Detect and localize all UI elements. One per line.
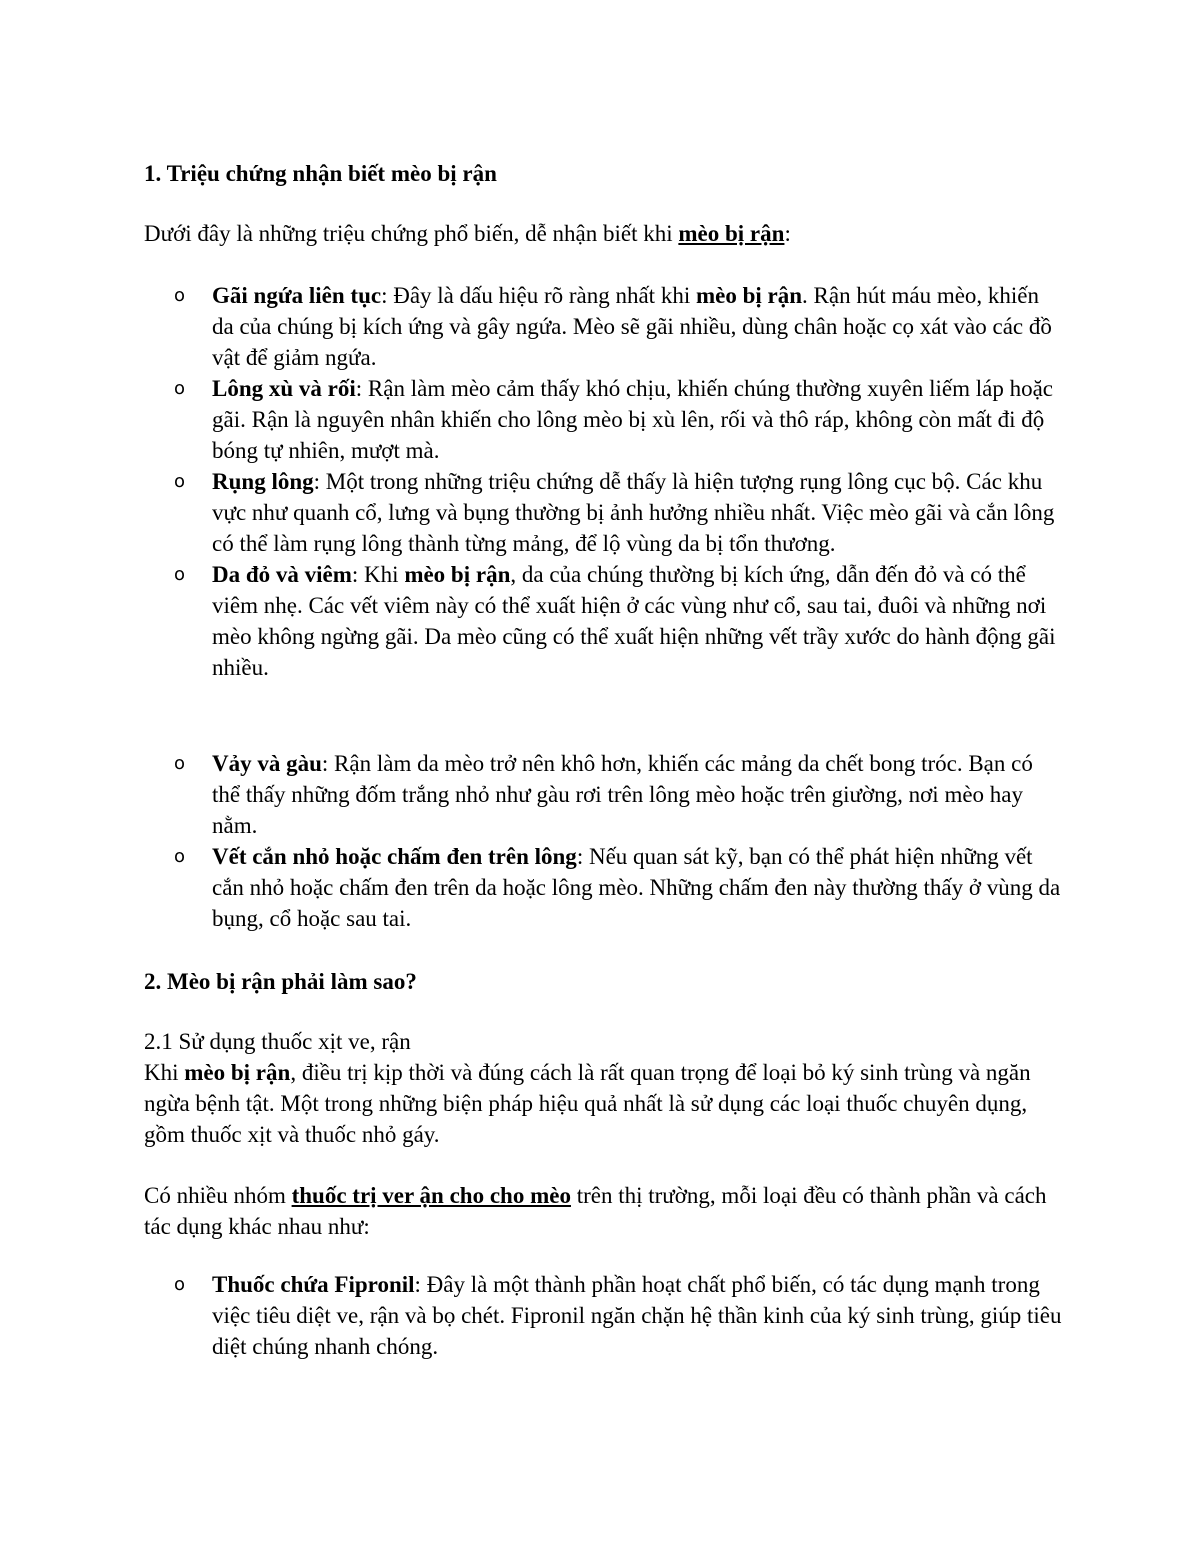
- list-item: [144, 466, 1062, 559]
- list-item: [144, 748, 1062, 841]
- list-item: [144, 373, 1062, 466]
- circle-bullet-icon: o: [174, 564, 186, 585]
- section-2-heading: 2. Mèo bị rận phải làm sao?: [144, 969, 417, 994]
- circle-bullet-icon: o: [174, 285, 186, 306]
- item-term: Rụng lông: [212, 469, 314, 494]
- circle-bullet-icon: o: [174, 846, 186, 867]
- item-term: Lông xù và rối: [212, 376, 356, 401]
- thuoc-tri-ve-ran-link[interactable]: thuốc trị ver ận cho cho mèo: [291, 1183, 571, 1208]
- section-2-para-2: [144, 1180, 1064, 1242]
- circle-bullet-icon: o: [174, 753, 186, 774]
- list-item: [144, 559, 1062, 683]
- item-text: . Rận hút máu mèo, khiến da của chúng bị kích ứng và gây ngứa. Mèo sẽ gãi nhiều, dùng chân hoặc cọ xát vào các đồ vật để giảm ngứa.: [212, 283, 1052, 370]
- intro-colon: :: [784, 221, 791, 246]
- medicine-list: [144, 1269, 1064, 1362]
- item-text: : Nếu quan sát kỹ, bạn có thể phát hiện những vết cắn nhỏ hoặc chấm đen trên da hoặc lông mèo. Những chấm đen này thường thấy ở vùng da bụng, cổ hoặc sau tai.: [212, 844, 1061, 931]
- section-1-heading: 1. Triệu chứng nhận biết mèo bị rận: [144, 161, 497, 186]
- item-text: : Một trong những triệu chứng dễ thấy là hiện tượng rụng lông cục bộ. Các khu vực như quanh cổ, lưng và bụng thường bị ảnh hưởng nhiều nhất. Việc mèo gãi và cắn lông có thể làm rụng lông thành từng mảng, để lộ vùng da bị tổn thương.: [212, 469, 1055, 556]
- item-term: Vết cắn nhỏ hoặc chấm đen trên lông: [212, 844, 577, 869]
- item-term: Thuốc chứa Fipronil: [212, 1272, 415, 1297]
- para-bold: mèo bị rận: [184, 1060, 291, 1085]
- item-text: , da của chúng thường bị kích ứng, dẫn đến đỏ và có thể viêm nhẹ. Các vết viêm này có thể xuất hiện ở các vùng như cổ, sau tai, đuôi và những nơi mèo không ngừng gãi. Da mèo cũng có thể xuất hiện những vết trầy xước do hành động gãi nhiều.: [212, 562, 1056, 680]
- item-text: : Đây là dấu hiệu rõ ràng nhất khi: [381, 283, 696, 308]
- circle-bullet-icon: o: [174, 378, 186, 399]
- list-item: [144, 1269, 1062, 1362]
- item-text: : Rận làm da mèo trở nên khô hơn, khiến các mảng da chết bong tróc. Bạn có thể thấy những đốm trắng nhỏ như gàu rơi trên lông mèo hoặc trên giường, nơi mèo hay nằm.: [212, 751, 1033, 838]
- item-text: : Khi: [351, 562, 405, 587]
- item-term: Da đỏ và viêm: [212, 562, 352, 587]
- section-2-1-heading: 2.1 Sử dụng thuốc xịt ve, rận: [144, 1029, 411, 1054]
- item-bold: mèo bị rận: [695, 283, 803, 308]
- symptom-list: [144, 280, 1064, 683]
- item-bold: mèo bị rận: [404, 562, 511, 587]
- item-term: Vảy và gàu: [212, 751, 322, 776]
- circle-bullet-icon: o: [174, 1274, 186, 1295]
- meo-bi-ran-link[interactable]: mèo bị rận: [678, 221, 785, 246]
- item-text: : Đây là một thành phần hoạt chất phổ biến, có tác dụng mạnh trong việc tiêu diệt ve, rận và bọ chét. Fipronil ngăn chặn hệ thần kinh của ký sinh trùng, giúp tiêu diệt chúng nhanh chóng.: [212, 1272, 1062, 1359]
- intro-text: Dưới đây là những triệu chứng phổ biến, dễ nhận biết khi: [144, 221, 679, 246]
- para-text: trên thị trường, mỗi loại đều có thành phần và cách tác dụng khác nhau như:: [144, 1183, 1047, 1239]
- symptom-list-continued: [144, 748, 1064, 934]
- list-item: [144, 280, 1062, 373]
- para-text: Khi: [144, 1060, 185, 1085]
- para-text: , điều trị kịp thời và đúng cách là rất quan trọng để loại bỏ ký sinh trùng và ngăn ngừa bệnh tật. Một trong những biện pháp hiệu quả nhất là sử dụng các loại thuốc chuyên dụng, gồm thuốc xịt và thuốc nhỏ gáy.: [144, 1060, 1031, 1147]
- list-item: [144, 841, 1062, 934]
- item-text: : Rận làm mèo cảm thấy khó chịu, khiến chúng thường xuyên liếm láp hoặc gãi. Rận là nguyên nhân khiến cho lông mèo bị xù lên, rối và thô ráp, không còn mất đi độ bóng tự nhiên, mượt mà.: [212, 376, 1053, 463]
- para-text: Có nhiều nhóm: [144, 1183, 292, 1208]
- item-term: Gãi ngứa liên tục: [212, 283, 382, 308]
- section-1-intro: [144, 218, 1064, 249]
- section-2-para-1: [144, 1057, 1064, 1150]
- circle-bullet-icon: o: [174, 471, 186, 492]
